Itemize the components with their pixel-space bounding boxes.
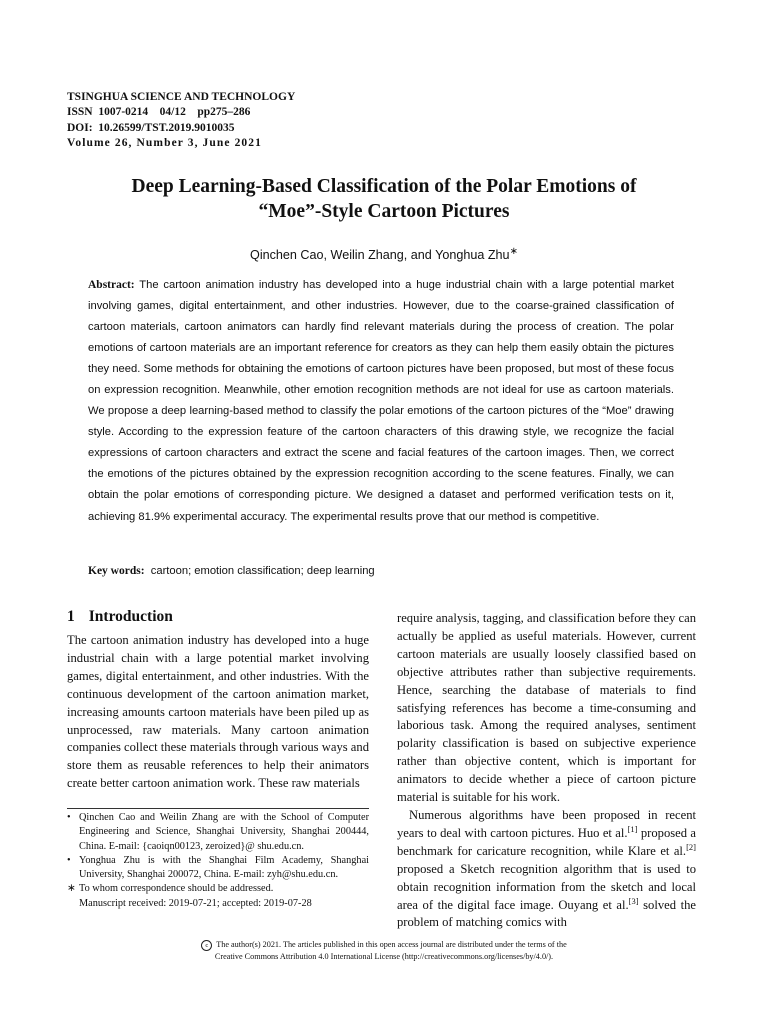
license-notice [190,939,578,962]
footnote-text: To whom correspondence should be addressed. [79,883,274,895]
paper-authors [60,246,708,262]
asterisk-icon: ∗ [67,883,76,895]
section-title: Introduction [88,608,173,625]
paragraph-text: Numerous algorithms have been proposed in recent years to deal with cartoon pictures. Huo et al. [397,807,696,840]
paper-title-line1: Deep Learning-Based Classification of the Polar Emotions of [131,176,637,197]
journal-name: TSINGHUA SCIENCE AND TECHNOLOGY [67,91,296,103]
paragraph-text: proposed a Sketch recognition algorithm that is used to obtain recognition information from the sketch and local area of the digital face image. Ouyang et al. [397,861,696,912]
license-line-1 [190,939,578,951]
intro-paragraph-1: The cartoon animation industry has developed into a huge industrial chain with a large potential market involving games, digital entertainment, and other industries. With the continuous development of the cartoon animation market, increasing amounts cartoon materials have been piled up as unprocessed, raw materials. Many cartoon animation companies collect these materials through various ways and store them as reusable references to help their animators create better cartoon animation work. These raw materials [67,633,369,791]
journal-volume: Volume 26, Number 3, June 2021 [67,136,262,149]
footnote-divider [67,808,369,809]
intro-paragraph-3 [397,807,696,932]
footnote-correspondence [67,882,369,896]
paragraph-text: proposed a benchmark for caricature recognition, while Klare et al. [397,825,696,858]
footnote-text: Manuscript received: 2019-07-21; accepted: 2019-07-28 [79,897,312,909]
intro-paragraph-2: require analysis, tagging, and classification before they can actually be applied as useful materials. However, current cartoon materials are usually loosely classified based on objective attributes rather than subjective requirements. Hence, searching the database of materials to find satisfying references has become a time-consuming and laborious task. Among the required analyses, sentiment polarity classification is based on subjective experience rather than objective content, which is important for animators to decide whether a piece of cartoon picture material is suitable for his work. [397,611,696,805]
journal-issn: ISSN 1007-0214 04/12 pp275–286 [67,106,251,119]
citation-link[interactable]: [3] [628,895,639,906]
left-column [67,632,369,793]
keywords [88,565,674,577]
right-column [397,610,696,932]
abstract-label: Abstract: [88,279,135,291]
license-text: The author(s) 2021. The articles published in this open access journal are distributed under the terms of the [216,940,567,949]
bullet-icon: • [67,854,71,866]
section-heading [67,608,173,626]
footnotes [67,811,369,911]
footnote-manuscript-dates [67,897,369,911]
keywords-text: cartoon; emotion classification; deep learning [150,565,375,577]
section-number: 1 [67,608,75,625]
abstract-text: The cartoon animation industry has developed into a huge industrial chain with a large potential market involving games, digital entertainment, and other industries. However, due to the coarse-grained classification of cartoon materials, cartoon animators can hardly find relevant materials during the process of creation. The polar emotions of cartoon materials are an important reference for creators as they can help them easily obtain the pictures they need. Some methods for obtaining the emotions of cartoon pictures have been proposed, but most of these focus on expression recognition. Meanwhile, other emotion recognition methods are not ideal for use as cartoon materials. We propose a deep learning-based method to classify the polar emotions of the cartoon pictures of the “Moe” drawing style. According to the expression feature of the cartoon characters of this drawing style, we recognize the facial expressions of cartoon characters and extract the scene and facial features of the cartoon images. Then, we correct the emotions of the pictures obtained by the expression recognition according to the scene features. Finally, we can obtain the polar emotions of corresponding picture. We designed a dataset and performed verification tests on it, achieving 81.9% experimental accuracy. The experimental results prove that our method is competitive. [88,279,674,523]
citation-link[interactable]: [2] [686,841,696,852]
footnote-text: Qinchen Cao and Weilin Zhang are with the School of Computer Engineering and Science, Shanghai University, Shanghai 200444, China. E-mail: {caoiqn00123, zeroized}@ shu.edu.cn. [79,812,369,852]
paragraph-text: solved the problem of matching comics with [397,897,696,930]
copyright-icon: c [201,940,212,951]
keywords-label: Key words: [88,565,145,577]
paper-title-line2: “Moe”-Style Cartoon Pictures [258,201,510,222]
footnote-text: Yonghua Zhu is with the Shanghai Film Academy, Shanghai University, Shanghai 200072, China. E-mail: zyh@shu.edu.cn. [79,854,369,881]
footnote-affiliation-2 [67,854,369,883]
paper-title [60,174,708,224]
journal-doi: DOI: 10.26599/TST.2019.9010035 [67,121,235,134]
bullet-icon: • [67,812,71,823]
citation-link[interactable]: [1] [627,823,638,834]
author-list: Qinchen Cao, Weilin Zhang, and Yonghua Zhu [250,248,510,263]
corresponding-author-mark: ∗ [509,246,518,257]
license-line-2: Creative Commons Attribution 4.0 International License (http://creativecommons.org/licenses/by/4.0/). [214,951,554,961]
footnote-affiliation-1 [67,811,369,854]
journal-header [67,90,367,151]
abstract [88,275,674,528]
